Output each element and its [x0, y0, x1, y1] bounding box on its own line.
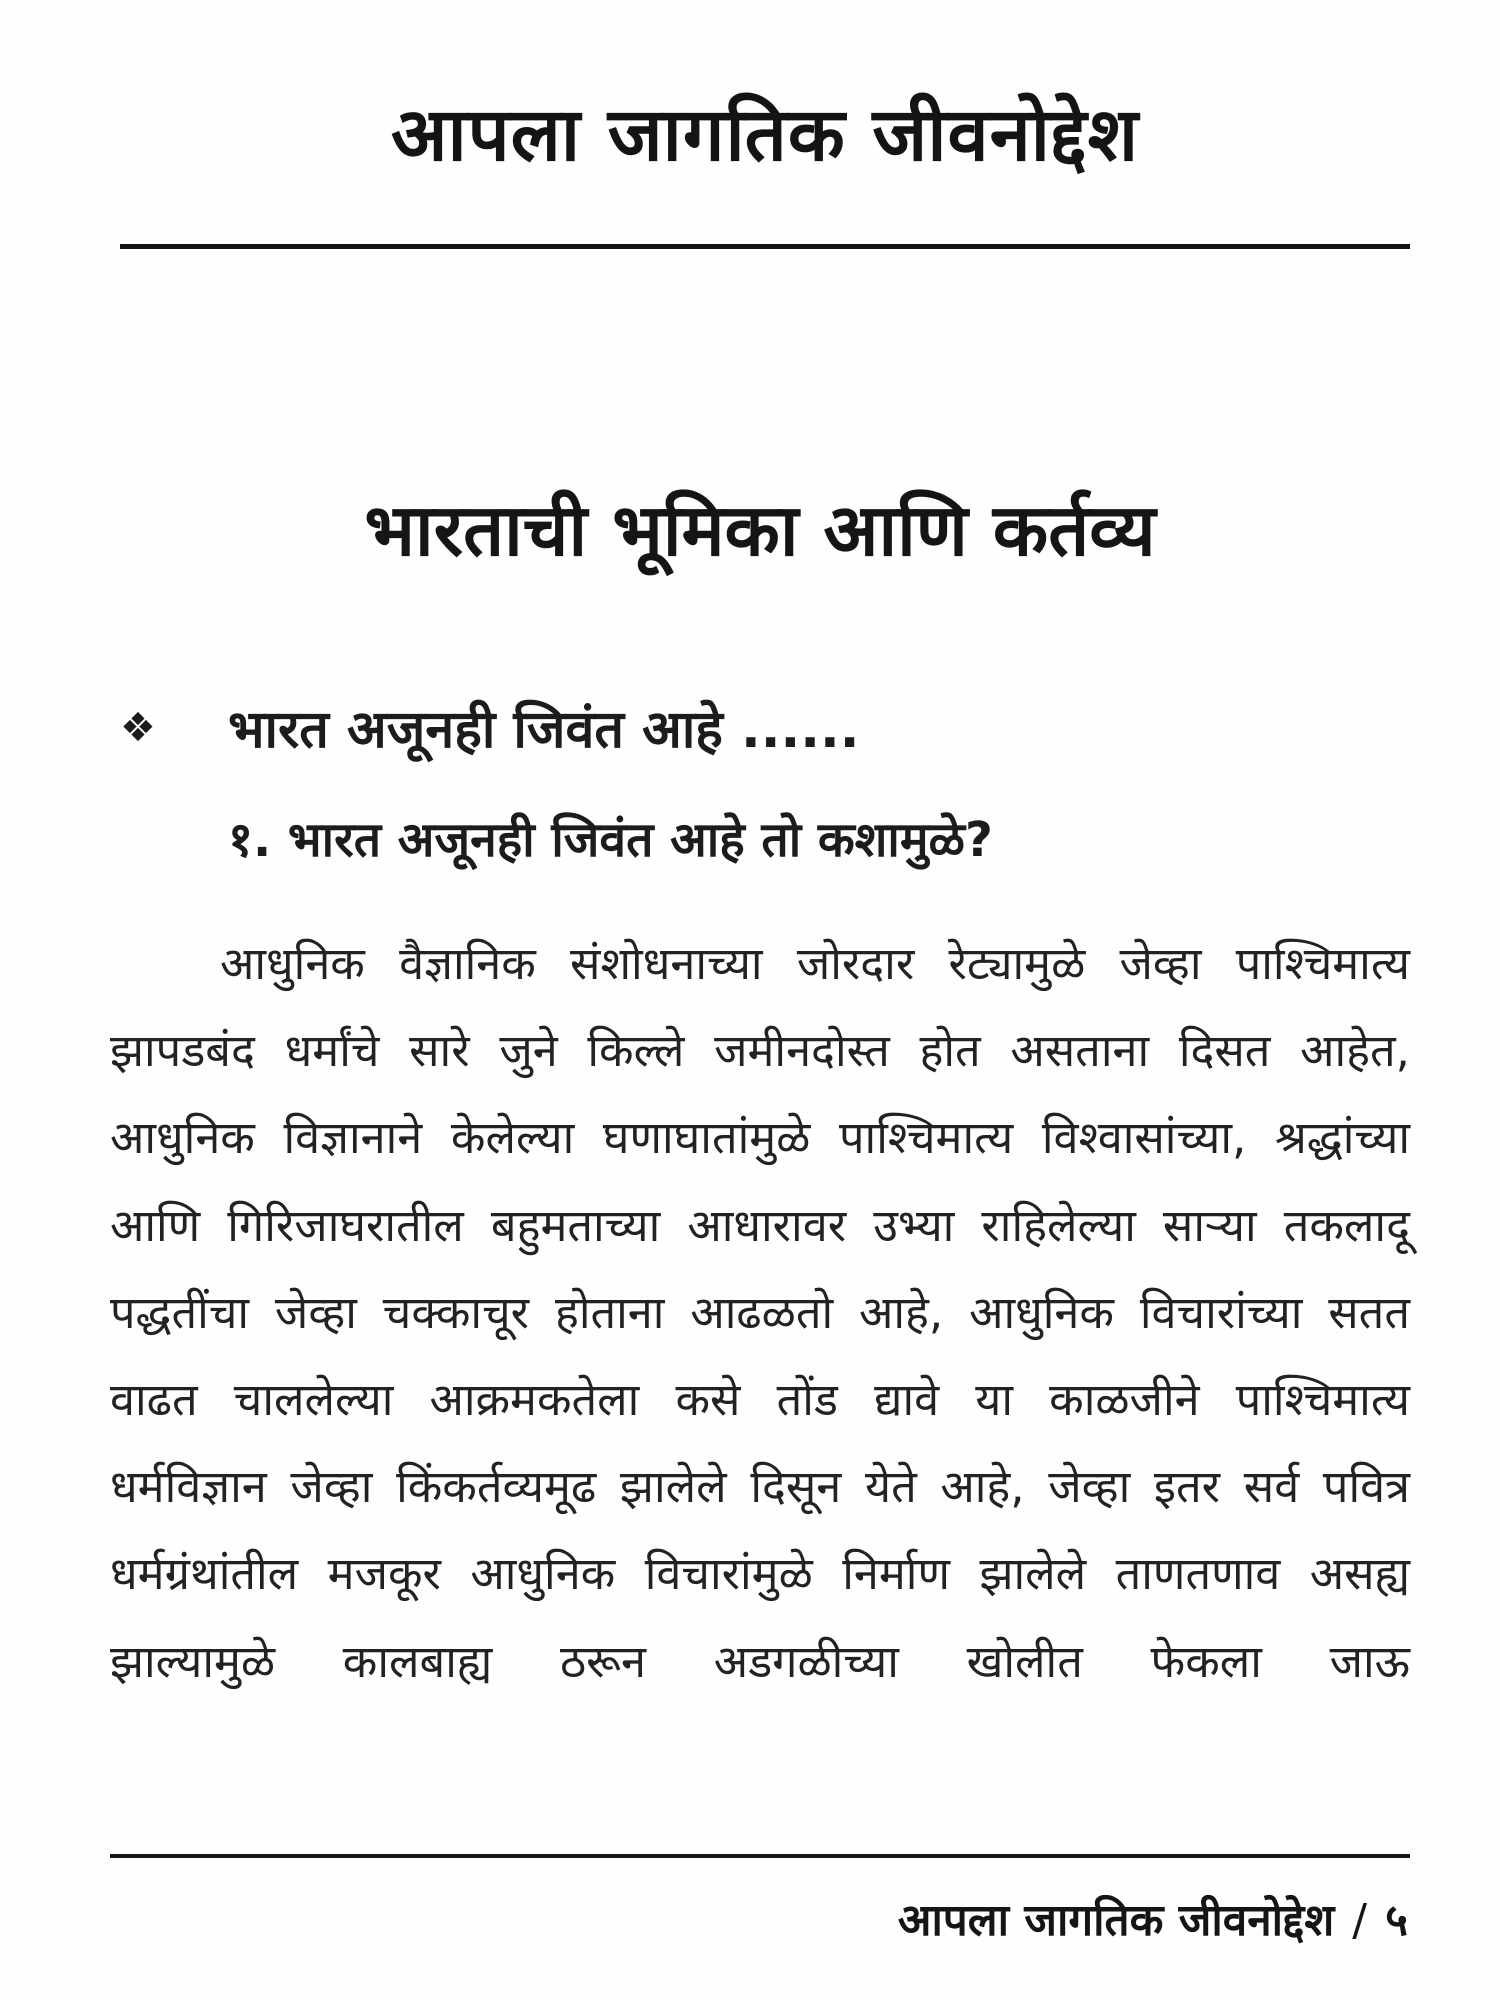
running-head: आपला जागतिक जीवनोद्देश: [390, 92, 1140, 178]
top-divider: [120, 244, 1410, 249]
page-number: ५: [1385, 1895, 1408, 1946]
footer-separator: /: [1352, 1895, 1368, 1946]
chapter-title: भारताची भूमिका आणि कर्तव्य: [364, 488, 1156, 572]
section-heading: भारत अजूनही जिवंत आहे ......: [228, 700, 860, 760]
page-footer: [898, 1886, 1408, 1956]
diamond-bullet-icon: ❖: [120, 705, 156, 751]
bottom-divider: [110, 1854, 1410, 1858]
section-header: [120, 690, 1320, 780]
footer-book-title: आपला जागतिक जीवनोद्देश: [897, 1895, 1335, 1946]
body-paragraph: आधुनिक वैज्ञानिक संशोधनाच्या जोरदार रेट्यामुळे जेव्हा पाश्चिमात्य झापडबंद धर्मांचे सारे जुने किल्ले जमीनदोस्त होत असताना दिसत आहेत, आधुनिक विज्ञानाने केलेल्या घणाघातांमुळे पाश्चिमात्य विश्वासांच्या, श्रद्धांच्या आणि गिरिजाघरातील बहुमताच्या आधारावर उभ्या राहिलेल्या साऱ्या तकलादू पद्धतींचा जेव्हा चक्काचूर होताना आढळतो आहे, आधुनिक विचारांच्या सतत वाढत चाललेल्या आक्रमकतेला कसे तोंड द्यावे या काळजीने पाश्चिमात्य धर्मविज्ञान जेव्हा किंकर्तव्यमूढ झालेले दिसून येते आहे, जेव्हा इतर सर्व पवित्र धर्मग्रंथांतील मजकूर आधुनिक विचारांमुळे निर्माण झालेले ताणतणाव असह्य झाल्यामुळे कालबाह्य ठरून अडगळीच्या खोलीत फेकला जाऊ: [110, 937, 1410, 1688]
question-heading: १. भारत अजूनही जिवंत आहे तो कशामुळे?: [228, 812, 993, 868]
